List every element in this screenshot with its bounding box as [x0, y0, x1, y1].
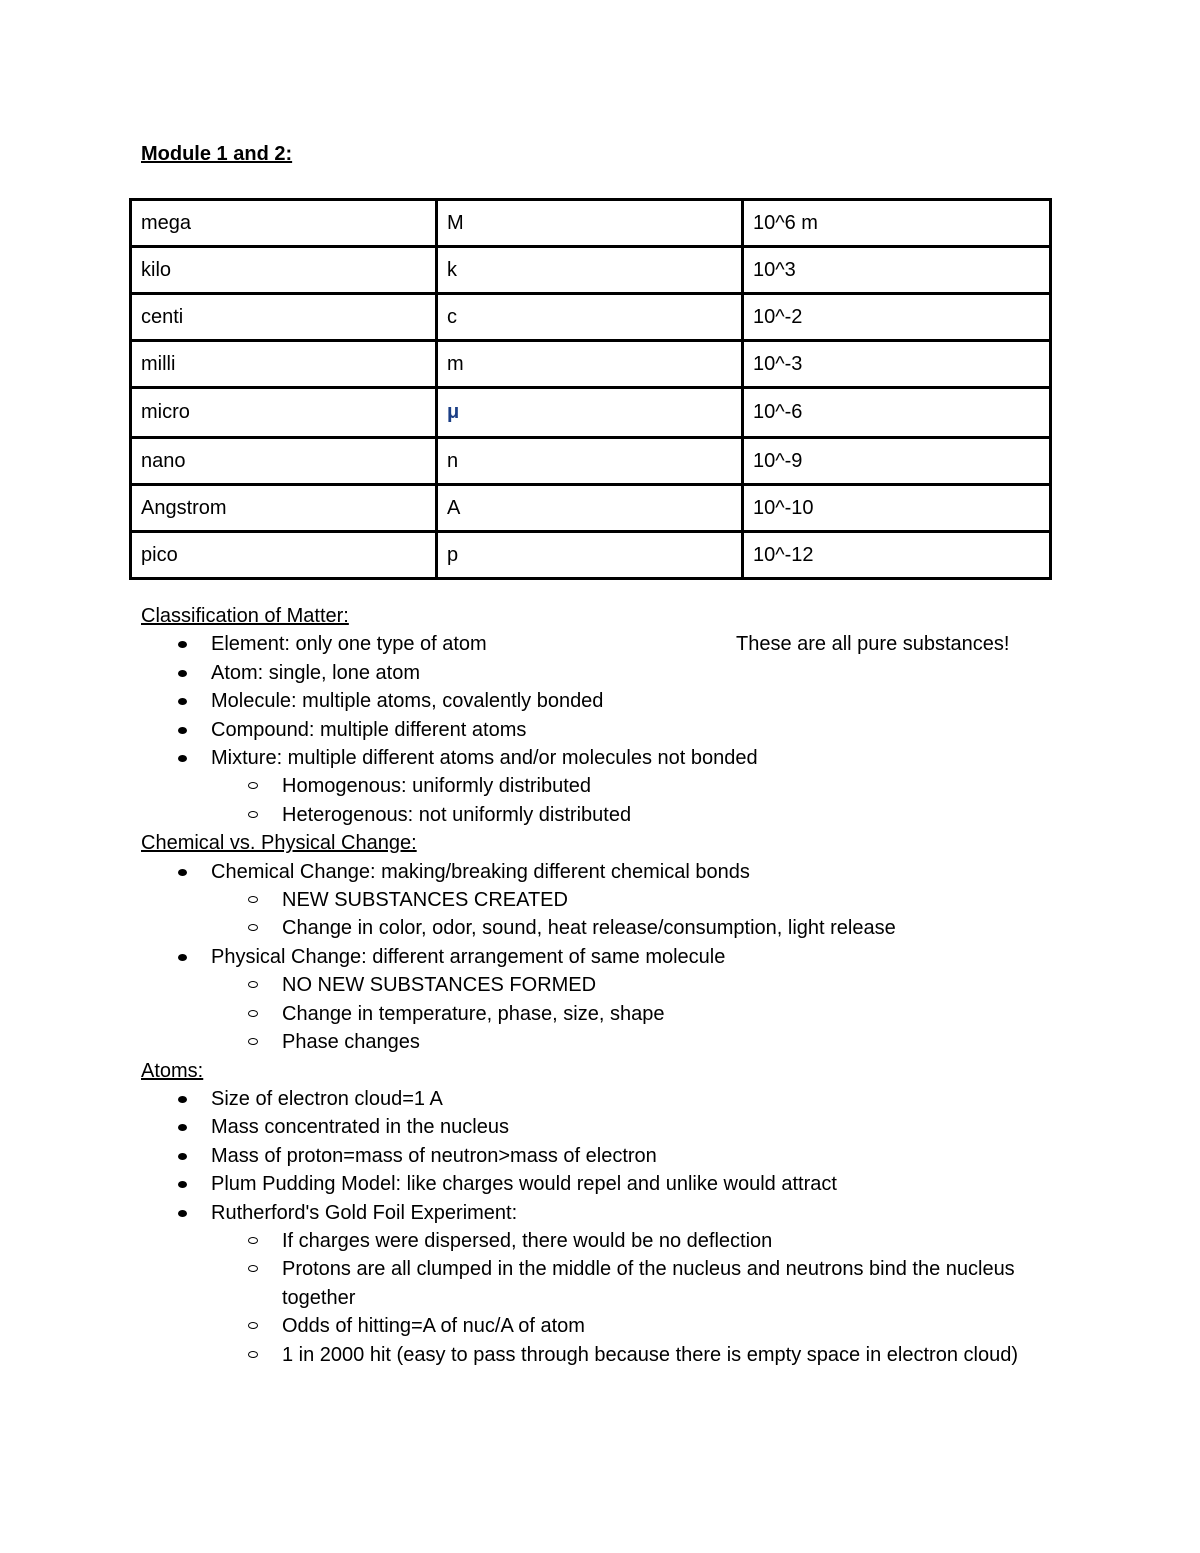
physical-change-sublist	[141, 971, 1041, 1056]
prefix-cell: centi	[131, 294, 437, 341]
bullet-icon	[178, 670, 187, 677]
physical-change-list	[141, 943, 1041, 971]
value-cell: 10^3	[743, 247, 1051, 294]
bullet-icon	[178, 1124, 187, 1131]
table-row	[131, 294, 1051, 341]
symbol-cell: A	[437, 485, 743, 532]
symbol-cell: c	[437, 294, 743, 341]
pure-substances-note: These are all pure substances!	[736, 633, 1010, 656]
prefix-cell: milli	[131, 341, 437, 388]
table-row	[131, 247, 1051, 294]
hollow-bullet-icon	[248, 981, 258, 988]
list-item: Element: only one type of atom These are all pure substances!	[141, 630, 1041, 658]
list-item: Change in temperature, phase, size, shape	[141, 1000, 1041, 1028]
bullet-icon	[178, 869, 187, 876]
symbol-cell: M	[437, 200, 743, 247]
classification-heading: Classification of Matter:	[141, 605, 349, 627]
prefix-cell: Angstrom	[131, 485, 437, 532]
prefix-cell: mega	[131, 200, 437, 247]
list-item: If charges were dispersed, there would be no deflection	[141, 1227, 1041, 1255]
value-cell: 10^-9	[743, 438, 1051, 485]
list-item: Homogenous: uniformly distributed	[141, 772, 1041, 800]
table-row	[131, 200, 1051, 247]
bullet-icon	[178, 1210, 187, 1217]
value-cell: 10^-2	[743, 294, 1051, 341]
symbol-cell: m	[437, 341, 743, 388]
list-item: Size of electron cloud=1 A	[141, 1085, 1041, 1113]
page-title: Module 1 and 2:	[141, 143, 293, 165]
list-item: Physical Change: different arrangement of same molecule	[141, 943, 1041, 971]
classification-list	[141, 630, 1041, 772]
prefix-cell: kilo	[131, 247, 437, 294]
value-cell: 10^-3	[743, 341, 1051, 388]
bullet-icon	[178, 954, 187, 961]
bullet-icon	[178, 641, 187, 648]
hollow-bullet-icon	[248, 1010, 258, 1017]
symbol-cell: k	[437, 247, 743, 294]
hollow-bullet-icon	[248, 782, 258, 789]
hollow-bullet-icon	[248, 1322, 258, 1329]
rutherford-sublist	[141, 1227, 1041, 1369]
list-item: Molecule: multiple atoms, covalently bonded	[141, 687, 1041, 715]
value-cell: 10^6 m	[743, 200, 1051, 247]
changes-heading: Chemical vs. Physical Change:	[141, 832, 417, 855]
list-item: Phase changes	[141, 1028, 1041, 1056]
hollow-bullet-icon	[248, 924, 258, 931]
list-item: Mixture: multiple different atoms and/or molecules not bonded	[141, 744, 1041, 772]
list-item: Compound: multiple different atoms	[141, 716, 1041, 744]
list-item: Plum Pudding Model: like charges would repel and unlike would attract	[141, 1170, 1041, 1198]
notes-body	[141, 602, 1041, 1369]
prefix-cell: pico	[131, 532, 437, 579]
table-row	[131, 438, 1051, 485]
mixture-sublist	[141, 772, 1041, 829]
list-item: Mass concentrated in the nucleus	[141, 1113, 1041, 1141]
value-cell: 10^-12	[743, 532, 1051, 579]
bullet-icon	[178, 755, 187, 762]
list-item: Odds of hitting=A of nuc/A of atom	[141, 1312, 1041, 1340]
list-item: 1 in 2000 hit (easy to pass through because there is empty space in electron cloud)	[141, 1341, 1041, 1369]
list-item: NEW SUBSTANCES CREATED	[141, 886, 1041, 914]
hollow-bullet-icon	[248, 896, 258, 903]
table-row	[131, 388, 1051, 438]
value-cell: 10^-10	[743, 485, 1051, 532]
hollow-bullet-icon	[248, 1038, 258, 1045]
prefix-cell: micro	[131, 388, 437, 438]
bullet-icon	[178, 1096, 187, 1103]
table-row	[131, 532, 1051, 579]
chemical-change-sublist	[141, 886, 1041, 943]
list-item: Rutherford's Gold Foil Experiment:	[141, 1199, 1041, 1227]
chemical-change-list	[141, 858, 1041, 886]
list-item: Atom: single, lone atom	[141, 659, 1041, 687]
si-prefix-table	[129, 198, 1052, 580]
hollow-bullet-icon	[248, 1351, 258, 1358]
hollow-bullet-icon	[248, 1265, 258, 1272]
bullet-icon	[178, 1181, 187, 1188]
atoms-list	[141, 1085, 1041, 1227]
hollow-bullet-icon	[248, 811, 258, 818]
list-item: Change in color, odor, sound, heat release/consumption, light release	[141, 914, 1041, 942]
table-row	[131, 341, 1051, 388]
table-row	[131, 485, 1051, 532]
symbol-cell: n	[437, 438, 743, 485]
atoms-heading: Atoms:	[141, 1059, 204, 1082]
list-item: Mass of proton=mass of neutron>mass of electron	[141, 1142, 1041, 1170]
symbol-cell: p	[437, 532, 743, 579]
prefix-cell: nano	[131, 438, 437, 485]
list-item: Chemical Change: making/breaking different chemical bonds	[141, 858, 1041, 886]
hollow-bullet-icon	[248, 1237, 258, 1244]
bullet-icon	[178, 698, 187, 705]
list-item: NO NEW SUBSTANCES FORMED	[141, 971, 1041, 999]
symbol-cell: μ	[437, 388, 743, 438]
bullet-icon	[178, 727, 187, 734]
list-item: Protons are all clumped in the middle of the nucleus and neutrons bind the nucleus together	[141, 1255, 1041, 1312]
value-cell: 10^-6	[743, 388, 1051, 438]
list-item: Heterogenous: not uniformly distributed	[141, 801, 1041, 829]
bullet-icon	[178, 1153, 187, 1160]
